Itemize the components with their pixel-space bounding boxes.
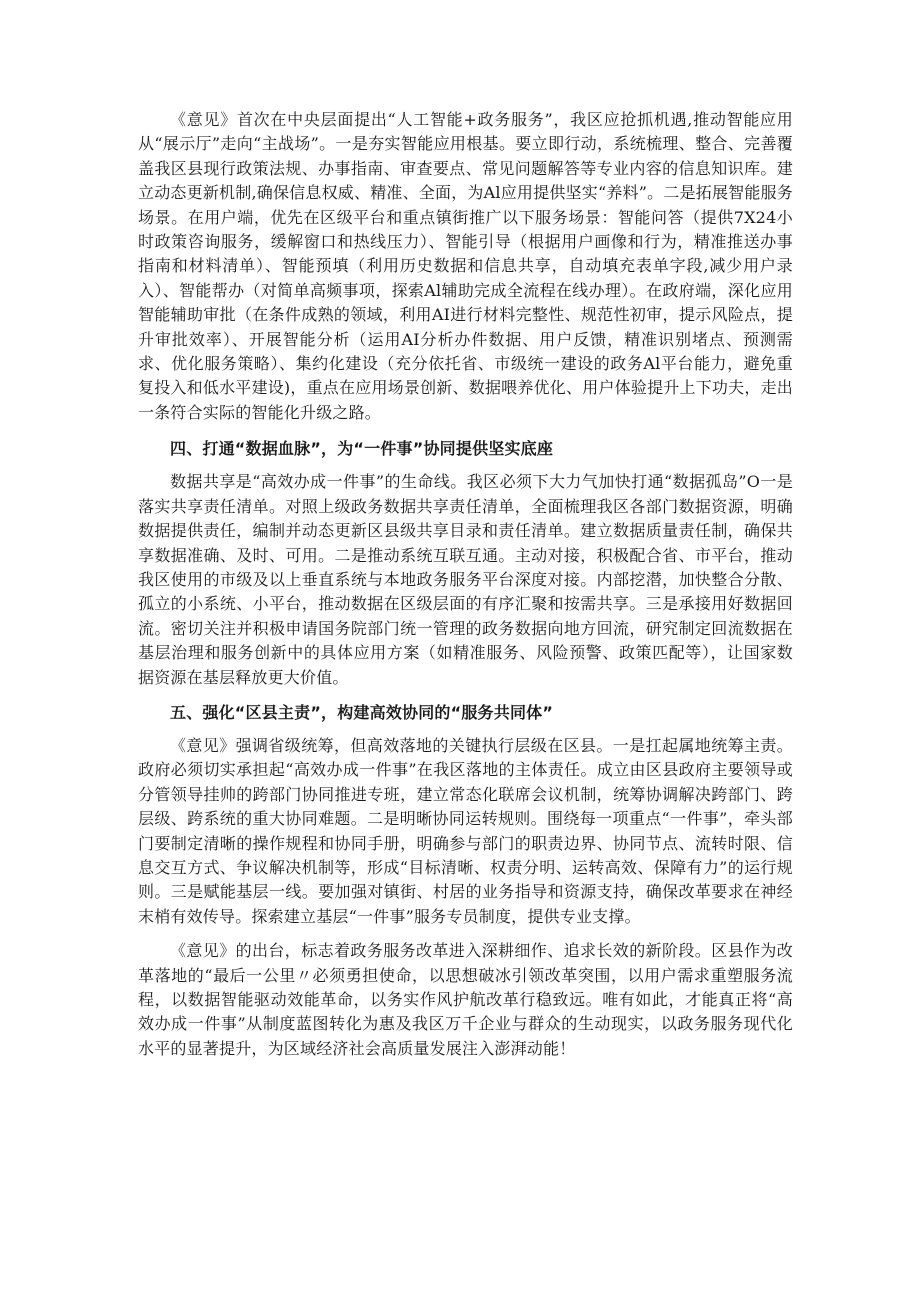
paragraph-conclusion: 《意见》的出台，标志着政务服务改革进入深耕细作、追求长效的新阶段。区县作为改革落地的“最后一公里〃必须勇担使命，以思想破冰引领改革突围，以用户需求重塑服务流程，以数据智能驱动效能革命，以务实作风护航改革行稳致远。唯有如此，才能真正将“高效办成一件事”从制度蓝图转化为惠及我区万千企业与群众的生动现实，以政务服务现代化水平的显著提升，为区域经济社会高质量发展注入澎湃动能！ xyxy=(138,941,793,1058)
document-page xyxy=(138,108,793,1061)
paragraph-county-responsibility: 《意见》强调省级统筹，但高效落地的关键执行层级在区县。一是扛起属地统筹主责。政府必须切实承担起“高效办成一件事”在我区落地的主体责任。成立由区县政府主要领导或分管领导挂帅的跨部门协同推进专班，建立常态化联席会议机制，统筹协调解决跨部门、跨层级、跨系统的重大协同难题。二是明晰协同运转规则。围绕每一项重点“一件事”，牵头部门要制定清晰的操作规程和协同手册，明确参与部门的职责边界、协同节点、流转时限、信息交互方式、争议解决机制等，形成“目标清晰、权责分明、运转高效、保障有力”的运行规则。三是赋能基层一线。要加强对镇街、村居的业务指导和资源支持，确保改革要求在神经末梢有效传导。探索建立基层“一件事”服务专员制度，提供专业支撑。 xyxy=(138,735,793,926)
paragraph-data-sharing: 数据共享是“高效办成一件事”的生命线。我区必须下大力气加快打通“数据孤岛”O一是落实共享责任清单。对照上级政务数据共享责任清单，全面梳理我区各部门数据资源，明确数据提供责任，编制并动态更新区县级共享目录和责任清单。建立数据质量责任制，确保共享数据准确、及时、可用。二是推动系统互联互通。主动对接，积极配合省、市平台，推动我区使用的市级及以上垂直系统与本地政务服务平台深度对接。内部挖潜，加快整合分散、孤立的小系统、小平台，推动数据在区级层面的有序汇聚和按需共享。三是承接用好数据回流。密切关注并积极申请国务院部门统一管理的政务数据向地方回流，研究制定回流数据在基层治理和服务创新中的具体应用方案（如精准服务、风险预警、政策匹配等），让国家数据资源在基层释放更大价值。 xyxy=(138,472,793,687)
section-heading-four: 四、打通“数据血脉”，为“一件事”协同提供坚实底座 xyxy=(170,439,554,459)
paragraph-intelligent-application: 《意见》首次在中央层面提出“人工智能+政务服务”，我区应抢抓机遇,推动智能应用从“展示厅”走向“主战场”。一是夯实智能应用根基。要立即行动，系统梳理、整合、完善覆盖我区县现行政策法规、办事指南、审查要点、常见问题解答等专业内容的信息知识库。建立动态更新机制,确保信息权威、精准、全面，为Al应用提供坚实“养料”。二是拓展智能服务场景。在用户端，优先在区级平台和重点镇街推广以下服务场景：智能问答（提供7X24小时政策咨询服务，缓解窗口和热线压力）、智能引导（根据用户画像和行为，精准推送办事指南和材料清单）、智能预填（利用历史数据和信息共享，自动填充表单字段,减少用户录入）、智能帮办（对简单高频事项，探索Al辅助完成全流程在线办理）。在政府端，深化应用智能辅助审批（在条件成熟的领域，利用AI进行材料完整性、规范性初审，提示风险点，提升审批效率）、开展智能分析（运用AI分析办件数据、用户反馈，精准识别堵点、预测需求、优化服务策略）、集约化建设（充分依托省、市级统一建设的政务Al平台能力，避免重复投入和低水平建设)，重点在应用场景创新、数据喂养优化、用户体验提升上下功夫，走出一条符合实际的智能化升级之路。 xyxy=(138,110,793,422)
section-heading-five: 五、强化“区县主责”，构建高效协同的“服务共同体” xyxy=(170,702,554,722)
